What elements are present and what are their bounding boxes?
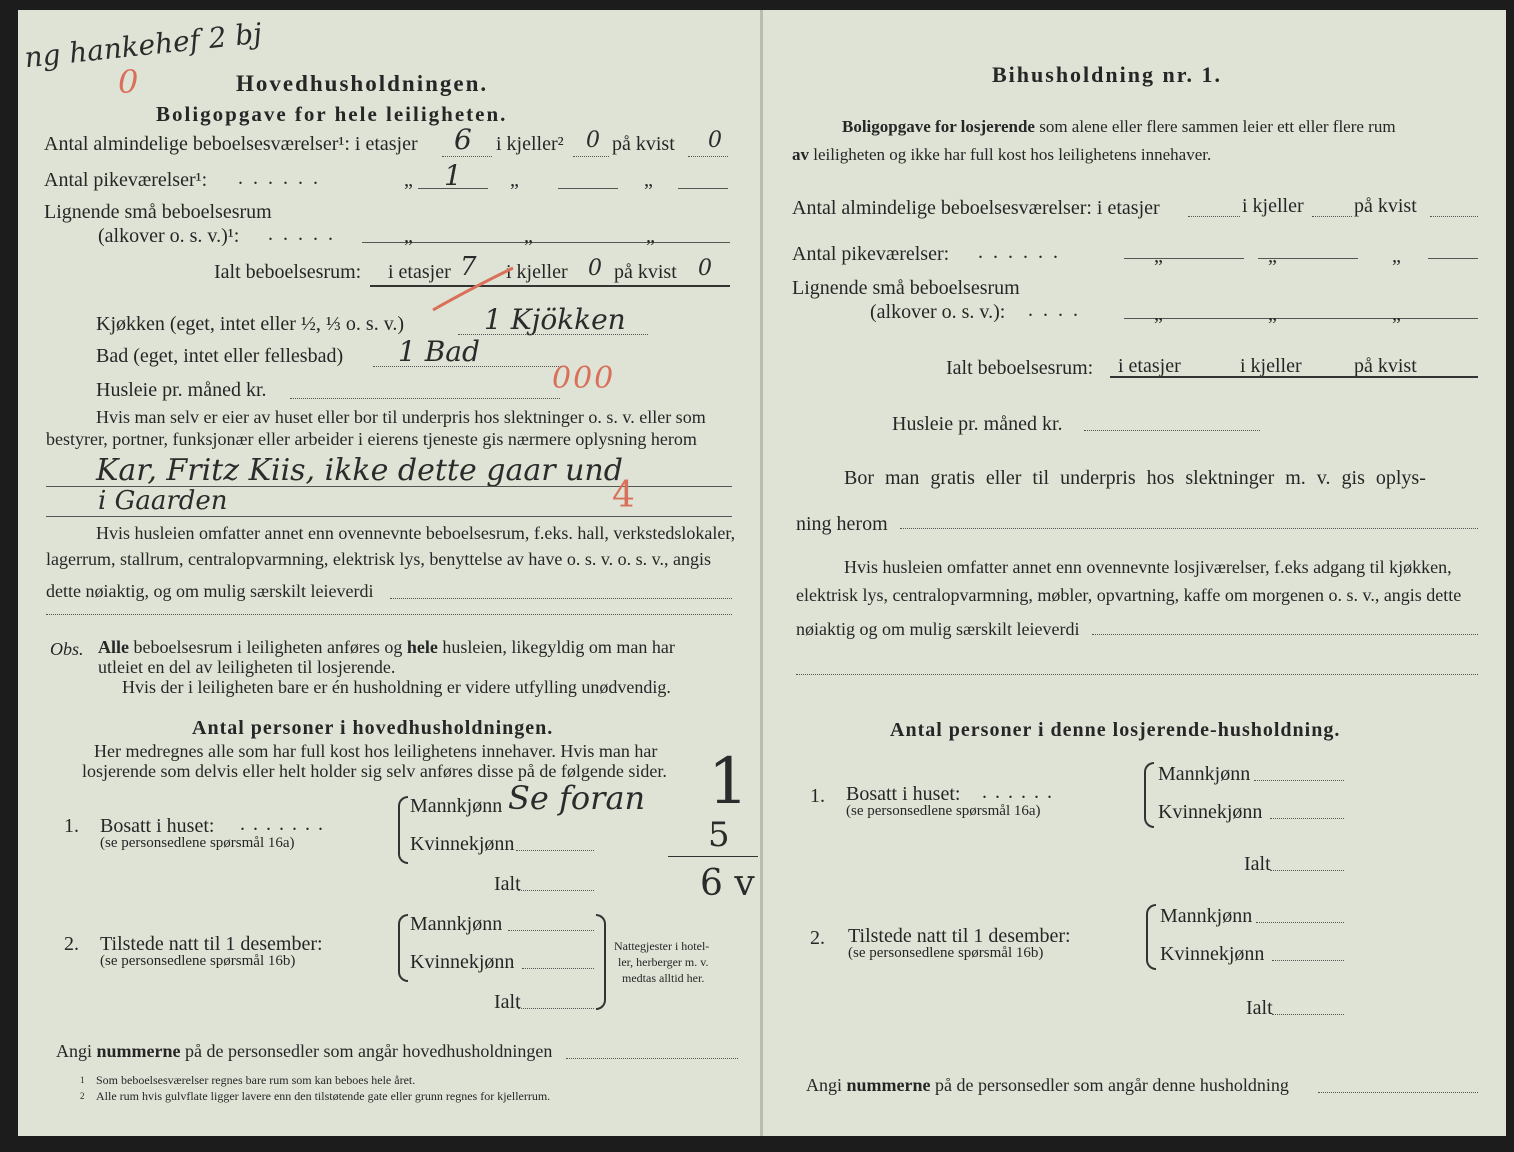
ditto-mark: „ (1392, 245, 1401, 267)
obs-text-1: beboelsesrum i leiligheten anføres og (133, 637, 403, 657)
r-q2-number: 2. (810, 927, 825, 949)
r-q1-total-label: Ialt (1244, 853, 1271, 875)
q1-sub: (se personsedlene spørsmål 16a) (100, 835, 295, 851)
rooms-floors-line (442, 156, 492, 157)
r-rent-line (1084, 430, 1260, 431)
q1-total-label: Ialt (494, 873, 521, 895)
r-q2-brace (1146, 904, 1156, 970)
r-maid-cellar-line (1258, 258, 1358, 259)
q1-total-line (518, 890, 594, 891)
rooms-floors-value: 6 (454, 123, 472, 156)
r-q2-sub: (se personsedlene spørsmål 16b) (848, 945, 1044, 961)
ditto-mark: „ (510, 169, 519, 191)
dot-leader: ...... (982, 781, 1060, 803)
ditto-mark: „ (1154, 245, 1163, 267)
r-inclusion-2: elektrisk lys, centralopvarmning, møbler, opvartning, kaffe om morgenen o. s. v., angis dette (796, 585, 1462, 605)
owner-answer-line-2 (46, 516, 732, 517)
owner-answer-1: Kar, Fritz Kiis, ikke dette gaar und (96, 453, 623, 488)
r-q2-male-line (1256, 922, 1344, 923)
maid-attic-line (678, 188, 728, 189)
handwritten-margin-note: ng hankehef 2 bj (22, 16, 264, 75)
q2-brace (398, 914, 408, 982)
total-floors-value: 7 (460, 252, 477, 282)
q1-number: 1. (64, 815, 79, 837)
r-free-instruction-1: Bor man gratis eller til underpris hos slektninger m. v. gis oplys- (844, 467, 1426, 489)
bath-value: 1 Bad (398, 335, 480, 368)
dot-leader: ....... (240, 813, 331, 835)
r-maid-label: Antal pikeværelser: (792, 243, 950, 265)
q1-hand-six: 6 v (700, 863, 755, 904)
numbers-text-c: på de personsedler som angår hovedhusholdningen (185, 1041, 553, 1061)
rooms-attic-value: 0 (708, 128, 722, 153)
maid-rooms-value: 1 (444, 159, 462, 192)
q2-note-brace (596, 914, 606, 1010)
total-cellar-label: i kjeller (506, 261, 568, 283)
q1-sum-line (668, 856, 758, 857)
ditto-mark: „ (646, 225, 655, 247)
r-numbers-text-c: på de personsedler som angår denne husholdning (935, 1075, 1289, 1095)
footnote-2: Alle rum hvis gulvflate ligger lavere enn den tilstøtende gate eller grunn regnes for kjellerrum. (96, 1089, 551, 1103)
r-free-line (900, 528, 1478, 529)
q2-total-label: Ialt (494, 991, 521, 1013)
right-title: Bihusholdning nr. 1. (992, 62, 1222, 87)
r-q1-male-line (1254, 780, 1344, 781)
r-rooms-attic-label: på kvist (1354, 195, 1417, 217)
r-numbers-line (1318, 1092, 1478, 1093)
inclusion-line-1 (390, 598, 732, 599)
q2-number: 2. (64, 933, 79, 955)
census-form-sheet (18, 10, 1506, 1136)
r-q2-total-line (1272, 1014, 1344, 1015)
dot-leader: ..... (268, 223, 343, 245)
q1-hand-one: 1 (708, 745, 749, 819)
q2-label: Tilstede natt til 1 desember: (100, 933, 323, 955)
r-inclusion-line-1 (1092, 634, 1478, 635)
obs-text-2: husleien, likegyldig om man har (442, 637, 675, 657)
r-inclusion-1: Hvis husleien omfatter annet enn ovennevnte losjiværelser, f.eks adgang til kjøkken, (844, 557, 1452, 577)
ditto-mark: „ (524, 225, 533, 247)
ditto-mark: „ (404, 225, 413, 247)
inclusion-instruction-1: Hvis husleien omfatter annet enn ovennevnte beboelsesrum, f.eks. hall, verkstedslokaler, (96, 523, 736, 543)
total-attic-value: 0 (698, 256, 712, 281)
rooms-cellar-label: i kjeller² (496, 133, 564, 155)
kitchen-value: 1 Kjökken (484, 303, 626, 336)
persons-instruction-2: losjerende som delvis eller helt holder sig selv anføres disse på de følgende sider. (82, 761, 667, 781)
r-total-floors-label: i etasjer (1118, 355, 1181, 377)
r-total-rooms-line (1110, 376, 1478, 378)
bath-label: Bad (eget, intet eller fellesbad) (96, 345, 344, 367)
obs-bold-all: Alle (98, 637, 129, 657)
q1-male-value: Se foran (508, 779, 646, 817)
r-numbers-text-a: Angi (806, 1075, 842, 1095)
ditto-mark: „ (1154, 303, 1163, 325)
footnote-1: Som beboelsesværelser regnes bare rum som kan beboes hele året. (96, 1073, 416, 1087)
total-rooms-line (370, 285, 730, 287)
rooms-cellar-value: 0 (586, 128, 600, 153)
maid-floors-line (418, 188, 488, 189)
r-small-rooms-line (1124, 318, 1478, 319)
owner-instruction-2: bestyrer, portner, funksjonær eller arbeider i eierens tjeneste gis nærmere oplysning herom (46, 429, 697, 449)
rooms-attic-line (688, 156, 728, 157)
dot-leader: ...... (978, 241, 1068, 263)
numbers-line (566, 1058, 738, 1059)
red-zero-mark: 0 (118, 63, 139, 101)
numbers-text-a: Angi (56, 1041, 92, 1061)
persons-title: Antal personer i hovedhusholdningen. (192, 717, 554, 739)
intro-bold-av: av (792, 145, 809, 164)
red-four-mark: 4 (612, 475, 635, 516)
r-rent-label: Husleie pr. måned kr. (892, 413, 1063, 435)
q2-note-3: medtas alltid her. (622, 971, 705, 985)
q1-brace (398, 796, 408, 864)
persons-instruction-1: Her medregnes alle som har full kost hos leilighetens innehaver. Hvis man har (94, 741, 658, 761)
r-rooms-cellar-label: i kjeller (1242, 195, 1304, 217)
r-free-instruction-2: ning herom (796, 513, 888, 535)
r-q2-male-label: Mannkjønn (1160, 905, 1253, 927)
total-floors-label: i etasjer (388, 261, 451, 283)
obs-text-3: utleiet en del av leiligheten til losjerende. (98, 657, 396, 677)
total-cellar-value: 0 (588, 256, 602, 281)
r-q1-female-line (1270, 818, 1344, 819)
dot-leader: ...... (238, 167, 328, 189)
q1-label: Bosatt i huset: (100, 815, 215, 837)
small-rooms-label: Lignende små beboelsesrum (44, 201, 272, 223)
footnote-1-number: 1 (80, 1075, 85, 1085)
r-q1-total-line (1270, 870, 1344, 871)
r-inclusion-3: nøiaktig og om mulig særskilt leieverdi (796, 619, 1080, 639)
page-title: Hovedhusholdningen. (236, 71, 489, 96)
q2-note-2: ler, herberger m. v. (618, 955, 709, 969)
q1-hand-five: 5 (708, 815, 730, 855)
q1-female-label: Kvinnekjønn (410, 833, 515, 855)
r-small-rooms-label: Lignende små beboelsesrum (792, 277, 1020, 299)
r-rooms-cellar-line (1312, 216, 1352, 217)
r-q1-female-label: Kvinnekjønn (1158, 801, 1263, 823)
q1-female-line (516, 850, 594, 851)
q2-sub: (se personsedlene spørsmål 16b) (100, 953, 296, 969)
inclusion-instruction-2: lagerrum, stallrum, centralopvarmning, elektrisk lys, benyttelse av have o. s. v. o. s. v., angis (46, 549, 712, 569)
ditto-mark: „ (1392, 303, 1401, 325)
maid-rooms-label: Antal pikeværelser¹: (44, 169, 208, 191)
r-q1-sub: (se personsedlene spørsmål 16a) (846, 803, 1041, 819)
r-q1-male-label: Mannkjønn (1158, 763, 1251, 785)
kitchen-line (458, 334, 648, 335)
r-rooms-attic-line (1430, 216, 1478, 217)
inclusion-line-2 (46, 614, 732, 615)
r-maid-attic-line (1428, 258, 1478, 259)
rent-value: 000 (552, 361, 616, 396)
r-total-rooms-label: Ialt beboelsesrum: (946, 357, 1094, 379)
r-inclusion-line-2 (796, 674, 1478, 675)
ditto-mark: „ (1268, 303, 1277, 325)
rent-label: Husleie pr. måned kr. (96, 379, 267, 401)
r-q2-female-label: Kvinnekjønn (1160, 943, 1265, 965)
intro-bold: Boligopgave for losjerende (842, 117, 1035, 136)
rooms-attic-label: på kvist (612, 133, 675, 155)
dot-leader: .... (1028, 299, 1088, 321)
footnote-2-number: 2 (80, 1091, 85, 1101)
r-total-attic-label: på kvist (1354, 355, 1417, 377)
rooms-cellar-line (573, 156, 609, 157)
r-maid-floors-line (1124, 258, 1244, 259)
intro-text-2: leiligheten og ikke har full kost hos leilighetens innehaver. (813, 145, 1212, 164)
maid-cellar-line (558, 188, 618, 189)
inclusion-instruction-3: dette nøiaktig, og om mulig særskilt leieverdi (46, 581, 374, 601)
q2-female-label: Kvinnekjønn (410, 951, 515, 973)
obs-text-4: Hvis der i leiligheten bare er én husholdning er videre utfylling unødvendig. (122, 677, 671, 697)
r-q1-brace (1144, 762, 1154, 828)
r-q2-total-label: Ialt (1246, 997, 1273, 1019)
r-persons-title: Antal personer i denne losjerende-husholdning. (890, 719, 1341, 741)
owner-answer-2: i Gaarden (98, 486, 228, 516)
bath-line (373, 366, 563, 367)
obs-bold-whole: hele (406, 637, 438, 657)
ditto-mark: „ (644, 169, 653, 191)
r-q1-number: 1. (810, 785, 825, 807)
q2-note-1: Nattegjester i hotel- (614, 939, 710, 953)
rooms-label: Antal almindelige beboelsesværelser¹: i etasjer (44, 133, 418, 155)
r-numbers-bold: nummerne (846, 1075, 931, 1095)
obs-label: Obs. (50, 639, 84, 659)
q1-male-label: Mannkjønn (410, 795, 503, 817)
numbers-bold: nummerne (96, 1041, 181, 1061)
r-total-cellar-label: i kjeller (1240, 355, 1302, 377)
r-q2-female-line (1272, 960, 1344, 961)
r-rooms-floors-line (1188, 216, 1240, 217)
r-alcove-label: (alkover o. s. v.): (870, 301, 1006, 323)
ditto-mark: „ (404, 169, 413, 191)
owner-instruction-1: Hvis man selv er eier av huset eller bor til underpris hos slektninger o. s. v. eller som (96, 407, 706, 427)
alcove-label: (alkover o. s. v.)¹: (98, 225, 240, 247)
q2-total-line (518, 1008, 594, 1009)
q2-male-label: Mannkjønn (410, 913, 503, 935)
q2-female-line (522, 968, 594, 969)
r-q2-label: Tilstede natt til 1 desember: (848, 925, 1071, 947)
q2-male-line (508, 930, 594, 931)
small-rooms-line (362, 242, 730, 243)
intro-text-1: som alene eller flere sammen leier ett eller flere rum (1039, 117, 1396, 136)
kitchen-label: Kjøkken (eget, intet eller ½, ⅓ o. s. v.) (96, 313, 405, 335)
total-attic-label: på kvist (614, 261, 677, 283)
page-fold (760, 10, 763, 1136)
r-q1-label: Bosatt i huset: (846, 783, 961, 805)
total-rooms-label: Ialt beboelsesrum: (214, 261, 362, 283)
page-subtitle: Boligopgave for hele leiligheten. (156, 102, 508, 126)
ditto-mark: „ (1268, 245, 1277, 267)
rent-line (290, 398, 560, 399)
r-rooms-label: Antal almindelige beboelsesværelser: i etasjer (792, 197, 1160, 219)
